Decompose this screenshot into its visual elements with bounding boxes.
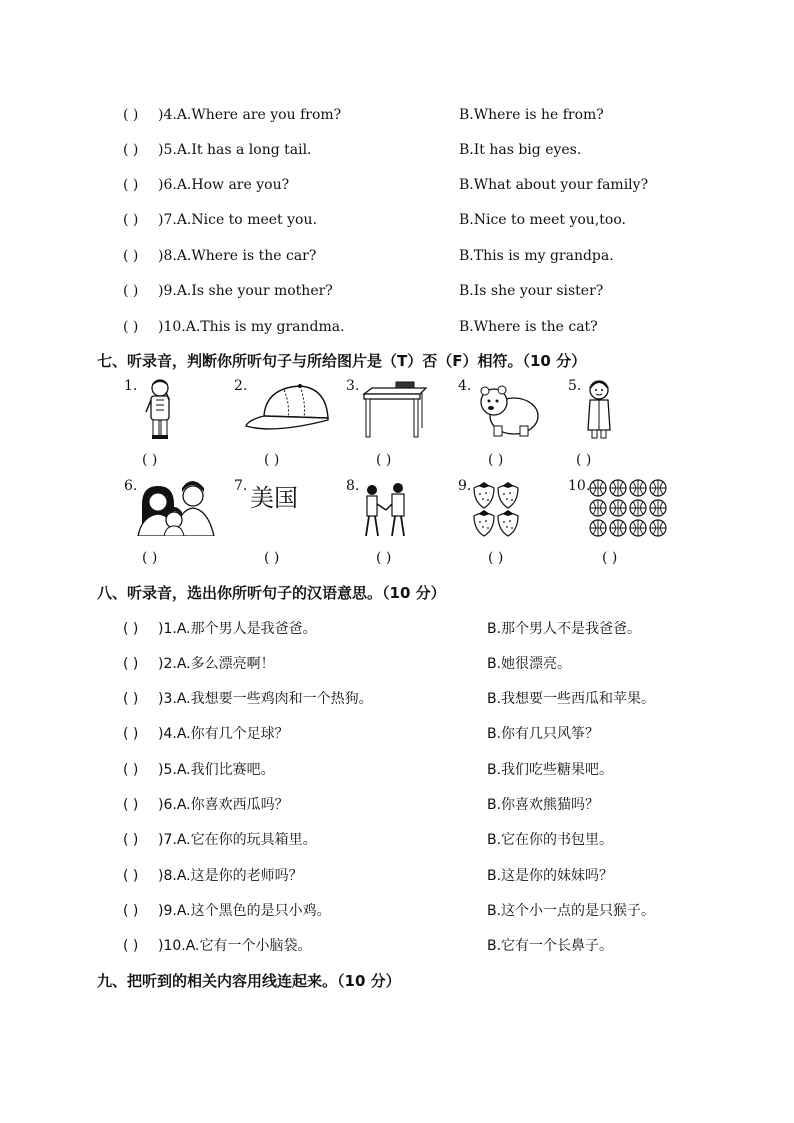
item-number: 2. [234, 378, 248, 394]
item-number: 10. [568, 478, 591, 494]
answer-blank[interactable]: ( ) [376, 452, 392, 468]
section8-heading: 八、听录音，选出你所听句子的汉语意思。（10 分） [97, 584, 446, 602]
answer-blank[interactable]: ( ) [488, 550, 504, 566]
answer-blank[interactable]: ( ) [123, 283, 139, 299]
picture-item-2 [234, 378, 344, 470]
option-a: )3.A.我想要一些鸡肉和一个热狗。 [158, 691, 373, 707]
option-b: B.Is she your sister? [459, 283, 604, 299]
answer-blank[interactable]: ( ) [123, 621, 139, 637]
answer-blank[interactable]: ( ) [142, 550, 158, 566]
family-icon [136, 478, 216, 536]
picture-item-5 [568, 378, 678, 470]
basketballs-icon [588, 478, 668, 538]
option-b: B.你喜欢熊猫吗？ [487, 797, 600, 813]
option-b: B.我们吃些糖果吧。 [487, 762, 614, 778]
question-row [0, 794, 794, 816]
handshake-icon [358, 480, 414, 538]
question-row [0, 316, 794, 338]
picture-item-6 [124, 478, 234, 570]
option-b: B.这是你的妹妹吗？ [487, 868, 614, 884]
option-b: B.Where is he from? [459, 107, 604, 123]
section9-heading: 九、把听到的相关内容用线连起来。（10 分） [97, 972, 401, 990]
question-row [0, 900, 794, 922]
answer-blank[interactable]: ( ) [123, 212, 139, 228]
option-a: )8.A.这是你的老师吗？ [158, 868, 303, 884]
option-b: B.This is my grandpa. [459, 248, 614, 264]
answer-blank[interactable]: ( ) [264, 550, 280, 566]
item-number: 7. [234, 478, 248, 494]
question-row [0, 209, 794, 231]
item-number: 4. [458, 378, 472, 394]
question-row [0, 865, 794, 887]
question-row [0, 618, 794, 640]
answer-blank[interactable]: ( ) [123, 868, 139, 884]
option-a: )7.A.Nice to meet you. [158, 212, 317, 228]
answer-blank[interactable]: ( ) [123, 107, 139, 123]
option-b: B.它在你的书包里。 [487, 832, 614, 848]
option-a: )8.A.Where is the car? [158, 248, 317, 264]
question-row [0, 723, 794, 745]
option-a: )6.A.How are you? [158, 177, 290, 193]
option-a: )6.A.你喜欢西瓜吗？ [158, 797, 289, 813]
answer-blank[interactable]: ( ) [123, 142, 139, 158]
picture-item-8 [346, 478, 456, 570]
option-a: )7.A.它在你的玩具箱里。 [158, 832, 317, 848]
question-row [0, 935, 794, 957]
answer-blank[interactable]: ( ) [123, 248, 139, 264]
question-row [0, 104, 794, 126]
answer-blank[interactable]: ( ) [123, 903, 139, 919]
option-b: B.What about your family? [459, 177, 649, 193]
option-b: B.那个男人不是我爸爸。 [487, 621, 642, 637]
answer-blank[interactable]: ( ) [264, 452, 280, 468]
picture-item-1 [124, 378, 234, 470]
question-row [0, 688, 794, 710]
answer-blank[interactable]: ( ) [142, 452, 158, 468]
option-a: )5.A.我们比赛吧。 [158, 762, 275, 778]
answer-blank[interactable]: ( ) [123, 797, 139, 813]
item-number: 3. [346, 378, 360, 394]
option-b: B.它有一个长鼻子。 [487, 938, 614, 954]
strawberries-icon [472, 480, 520, 538]
answer-blank[interactable]: ( ) [123, 319, 139, 335]
bear-icon [474, 380, 540, 440]
country-name-picture: 美国 [250, 484, 298, 512]
option-a: )10.A.This is my grandma. [158, 319, 345, 335]
option-a: )5.A.It has a long tail. [158, 142, 312, 158]
question-row [0, 653, 794, 675]
question-row [0, 174, 794, 196]
picture-item-9 [458, 478, 568, 570]
item-number: 6. [124, 478, 138, 494]
answer-blank[interactable]: ( ) [123, 656, 139, 672]
item-number: 9. [458, 478, 472, 494]
answer-blank[interactable]: ( ) [123, 762, 139, 778]
option-a: )10.A.它有一个小脑袋。 [158, 938, 312, 954]
answer-blank[interactable]: ( ) [576, 452, 592, 468]
option-b: B.Where is the cat? [459, 319, 598, 335]
question-row [0, 139, 794, 161]
option-b: B.我想要一些西瓜和苹果。 [487, 691, 656, 707]
option-a: )4.A.你有几个足球？ [158, 726, 289, 742]
item-number: 5. [568, 378, 582, 394]
picture-item-3 [346, 378, 456, 470]
question-row [0, 829, 794, 851]
picture-item-7 [234, 478, 344, 570]
answer-blank[interactable]: ( ) [123, 691, 139, 707]
picture-item-4 [458, 378, 568, 470]
item-number: 8. [346, 478, 360, 494]
question-row [0, 280, 794, 302]
question-row [0, 759, 794, 781]
option-b: B.她很漂亮。 [487, 656, 572, 672]
question-row [0, 245, 794, 267]
desk-with-book-icon [362, 380, 428, 440]
picture-item-10 [568, 478, 678, 570]
answer-blank[interactable]: ( ) [123, 832, 139, 848]
option-b: B.你有几只风筝？ [487, 726, 600, 742]
option-a: )4.A.Where are you from? [158, 107, 342, 123]
answer-blank[interactable]: ( ) [488, 452, 504, 468]
cap-icon [244, 382, 330, 434]
option-b: B.It has big eyes. [459, 142, 582, 158]
answer-blank[interactable]: ( ) [123, 938, 139, 954]
item-number: 1. [124, 378, 138, 394]
section7-heading: 七、听录音，判断你所听句子与所给图片是（T）否（F）相符。（10 分） [97, 352, 587, 370]
option-b: B.这个小一点的是只猴子。 [487, 903, 656, 919]
answer-blank[interactable]: ( ) [376, 550, 392, 566]
option-a: )1.A.那个男人是我爸爸。 [158, 621, 317, 637]
answer-blank[interactable]: ( ) [123, 726, 139, 742]
option-b: B.Nice to meet you,too. [459, 212, 626, 228]
option-a: )9.A.这个黑色的是只小鸡。 [158, 903, 331, 919]
option-a: )2.A.多么漂亮啊！ [158, 656, 275, 672]
grandma-icon [584, 378, 614, 440]
boy-icon [142, 378, 178, 440]
option-a: )9.A.Is she your mother? [158, 283, 333, 299]
answer-blank[interactable]: ( ) [602, 550, 618, 566]
answer-blank[interactable]: ( ) [123, 177, 139, 193]
